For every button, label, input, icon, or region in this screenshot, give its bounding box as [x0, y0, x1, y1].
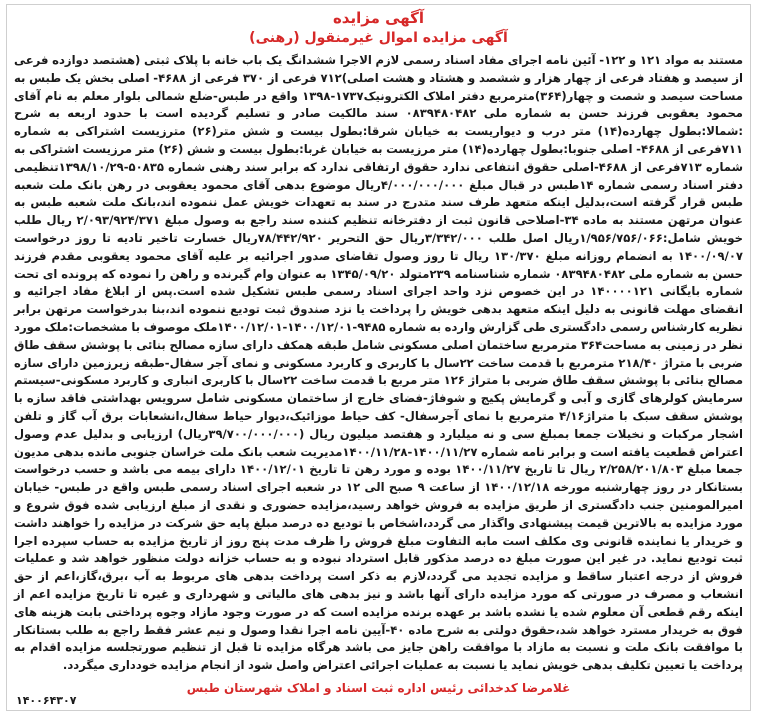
- notice-signature: غلامرضا کدخدائی رئیس اداره ثبت اسناد و املاک شهرستان طبس: [186, 680, 571, 695]
- notice-title: آگهی مزایده: [332, 9, 425, 27]
- notice-code: ۱۴۰۰۶۴۳۰۷: [16, 694, 77, 707]
- notice-body: مستند به مواد ۱۲۱ و ۱۲۲- آئین نامه اجرای مفاد اسناد رسمی لازم الاجرا ششدانگ یک باب خانه با پلاک ثبتی (هشتصد دوازده فرعی از سیصد و هفتاد فرعی از چهار هزار و ششصد و هشتاد و هشت اصلی)۷۱۲ فرعی از ۳۷۰ فرعی از ۴۶۸۸- اصلی بخش یک طبس به مساحت سیصد و شصت و چهار(۳۶۴)مترمربع دفتر املاک الکترونیک۱۷۳۷-۱۳۹۸ واقع در طبس-ضلع شمالی بلوار معلم به نام آقای محمود یعقوبی فرزند حسن به شماره ملی ۰۸۳۹۴۸۰۴۸۲ سند مالکیت صادر و تسلیم گردیده است با حدود اربعه به شرح :شمالا:بطول چهارده(۱۴) متر درب و دیواریست به خیابان شرقا:بطول بیست و شش متر(۲۶) مترزیست اشتراکی به شماره ۷۱۱فرعی از ۴۶۸۸- اصلی جنوبا:بطول چهارده(۱۴) متر مرزیست به خیابان غربا:بطول بیست و شش (۲۶) متر مرزیست اشتراکی به شماره ۷۱۳فرعی از ۴۶۸۸-اصلی حقوق انتفاعی ندارد حقوق ارتفاقی ندارد که برابر سند رهنی شماره ۵۰۸۳۵-۱۳۹۸/۱۰/۲۹تنظیمی دفتر اسناد رسمی شماره ۱۴طبس در قبال مبلغ ۴/۰۰۰/۰۰۰/۰۰۰ریال موضوع بدهی آقای محمود یعقوبی در رهن بانک ملت شعبه طبس قرار گرفته است،بدلیل اینکه متعهد طرف سند متدرج در سند به تعهدات خویش عمل ننموده اند،بانک ملت شعبه طبس به عنوان مرتهن مستند به ماده ۳۴-اصلاحی قانون ثبت از دفترخانه تنظیم کننده سند راجع به وصول مبلغ ۲/۰۹۳/۹۲۴/۳۷۱ ریال طلب خویش شامل:۱/۹۵۶/۷۵۶/۰۶۶ریال اصل طلب ۳/۳۴۲/۰۰۰ریال حق التحریر ۷۸/۴۴۲/۹۲۰ریال خسارت تاخیر تادیه تا روز درخواست ۱۴۰۰/۰۹/۰۷ به انضمام روزانه مبلغ ۱۳۰/۳۷۰ ریال تا روز وصول تقاضای صدور اجرائیه بر علیه آقای محمود یعقوبی مقدم فرزند حسن به شماره ملی ۰۸۳۹۴۸۰۴۸۲ شماره شناسنامه ۲۳۹متولد ۱۳۴۵/۰۹/۲۰ به عنوان وام گیرنده و راهن را نموده که پرونده ای تحت شماره بایگانی ۱۴۰۰۰۰۱۲۱ در این خصوص نزد واحد اجرای اسناد رسمی طبس تشکیل شده است.پس از ابلاغ مفاد اجرائیه و انقضای مهلت قانونی به دلیل اینکه متعهد بدهی خویش را پرداخت یا نزد صندوق ثبت تودیع ننموده اند،بنا بدرخواست مرتهن برابر نظریه کارشناس رسمی دادگستری طی گزارش وارده به شماره ۹۴۸۵-۱۴۰۰/۱۲/۰۱-۱۴۰۰/۱۲/۰۱ملک موصوف با مشخصات:ملک مورد نظر در زمینی به مساحت۳۶۴ مترمربع ساختمان اصلی مسکونی شامل طبقه همکف دارای سازه مصالح بنائی با پوشش سقف طاق ضربی با متراژ ۲۱۸/۴۰ مترمربع با قدمت ساخت ۲۲سال با کاربری و کاربرد مسکونی و نمای آجر سفال-طبقه زیرزمین دارای سازه مصالح بنائی با پوشش سقف طاق ضربی با متراژ ۱۲۶ متر مربع با قدمت ساخت ۲۲سال با کاربری انباری و کاربرد مسکونی-سیستم سرمایش کولرهای گازی و آبی و گرمایش پکیج و شوفاژ-فضای خارج از ساختمان مسکونی شامل سرویس بهداشتی فاقد سازه با پوشش سقف سبک با متراژ۴/۱۶ مترمربع با نمای آجرسفال- کف حیاط موزائیک،دیوار حیاط سفال،انشعابات برق آب گاز و تلفن اشجار مرکبات و نخیلات جمعا بمبلغ سی و نه میلیارد و هفتصد میلیون ریال (۳۹/۷۰۰/۰۰۰/۰۰۰ریال) ارزیابی و بدلیل عدم وصول اعتراض قطعیت یافته است و برابر نامه شماره ۱۴۰۰/۱۱/۲۷-۱۴۰۰/۱۱/۲۸مدیریت شعب بانک ملت خراسان جنوبی مانده بدهی مدیون جمعا مبلغ ۲/۲۵۸/۲۰۱/۸۰۳ ریال تا تاریخ ۱۴۰۰/۱۱/۲۷ بوده و مورد رهن تا تاریخ ۱۴۰۰/۱۲/۰۱ دارای بیمه می باشد و حسب درخواست بستانکار در روز چهارشنبه مورخه ۱۴۰۰/۱۲/۱۸ از ساعت ۹ صبح الی ۱۲ در شعبه اجرای اسناد رسمی طبس واقع در طبس- خیابان امیرالمومنین جنب دادگستری از طریق مزایده به فروش خواهد رسید،مزایده حضوری و نقدی از مبلغ ارزیابی شده فوق شروع و مورد مزایده به بالاترین قیمت پیشنهادی واگذار می گردد،اشخاص با تودیع ده درصد مبلغ پایه حق شرکت در مزایده را خواهند داشت و خریدار یا نماینده قانونی وی مکلف است مابه التفاوت مبلغ فروش را ظرف مدت پنج روز از تاریخ مزایده به حساب سپرده اجرا ثبت تودیع نماید. در غیر این صورت مبلغ ده درصد مذکور قابل استرداد نبوده و به حساب خزانه دولت منظور خواهد شد و عملیات فروش از درجه اعتبار ساقط و مزایده تجدید می گردد،لازم به ذکر است پرداخت بدهی های مربوط به آب ،برق،گاز،اعم از حق انشعاب و مصرف در صورتی که مورد مزایده دارای آنها باشد و نیز بدهی های مالیاتی و شهرداری و غیره تا تاریخ مزایده اعم از اینکه رقم قطعی آن معلوم شده یا نشده باشد بر عهده برنده مزایده است که در صورت وجود مازاد وجوه پرداختی بابت هزینه های فوق به خریدار مسترد خواهد شد،حقوق دولتی به شرح ماده ۴۰-آیین نامه اجرا نقدا وصول و نیم عشر فقط راجع به طلب بستانکار با موافقت بانک ملت و نسبت به مازاد با موافقت راهن جایز می باشد هرگاه مزایده تا قبل از تنظیم صورتجلسه مزایده اقدام به پرداخت یا تعیین تکلیف بدهی خویش نماید یا نسبت به عملیات اجرائی اعتراض واصل شود از انجام مزایده خودداری میگردد.: [14, 53, 744, 673]
- notice-subtitle: آگهی مزایده اموال غیرمنقول (رهنی): [249, 30, 508, 46]
